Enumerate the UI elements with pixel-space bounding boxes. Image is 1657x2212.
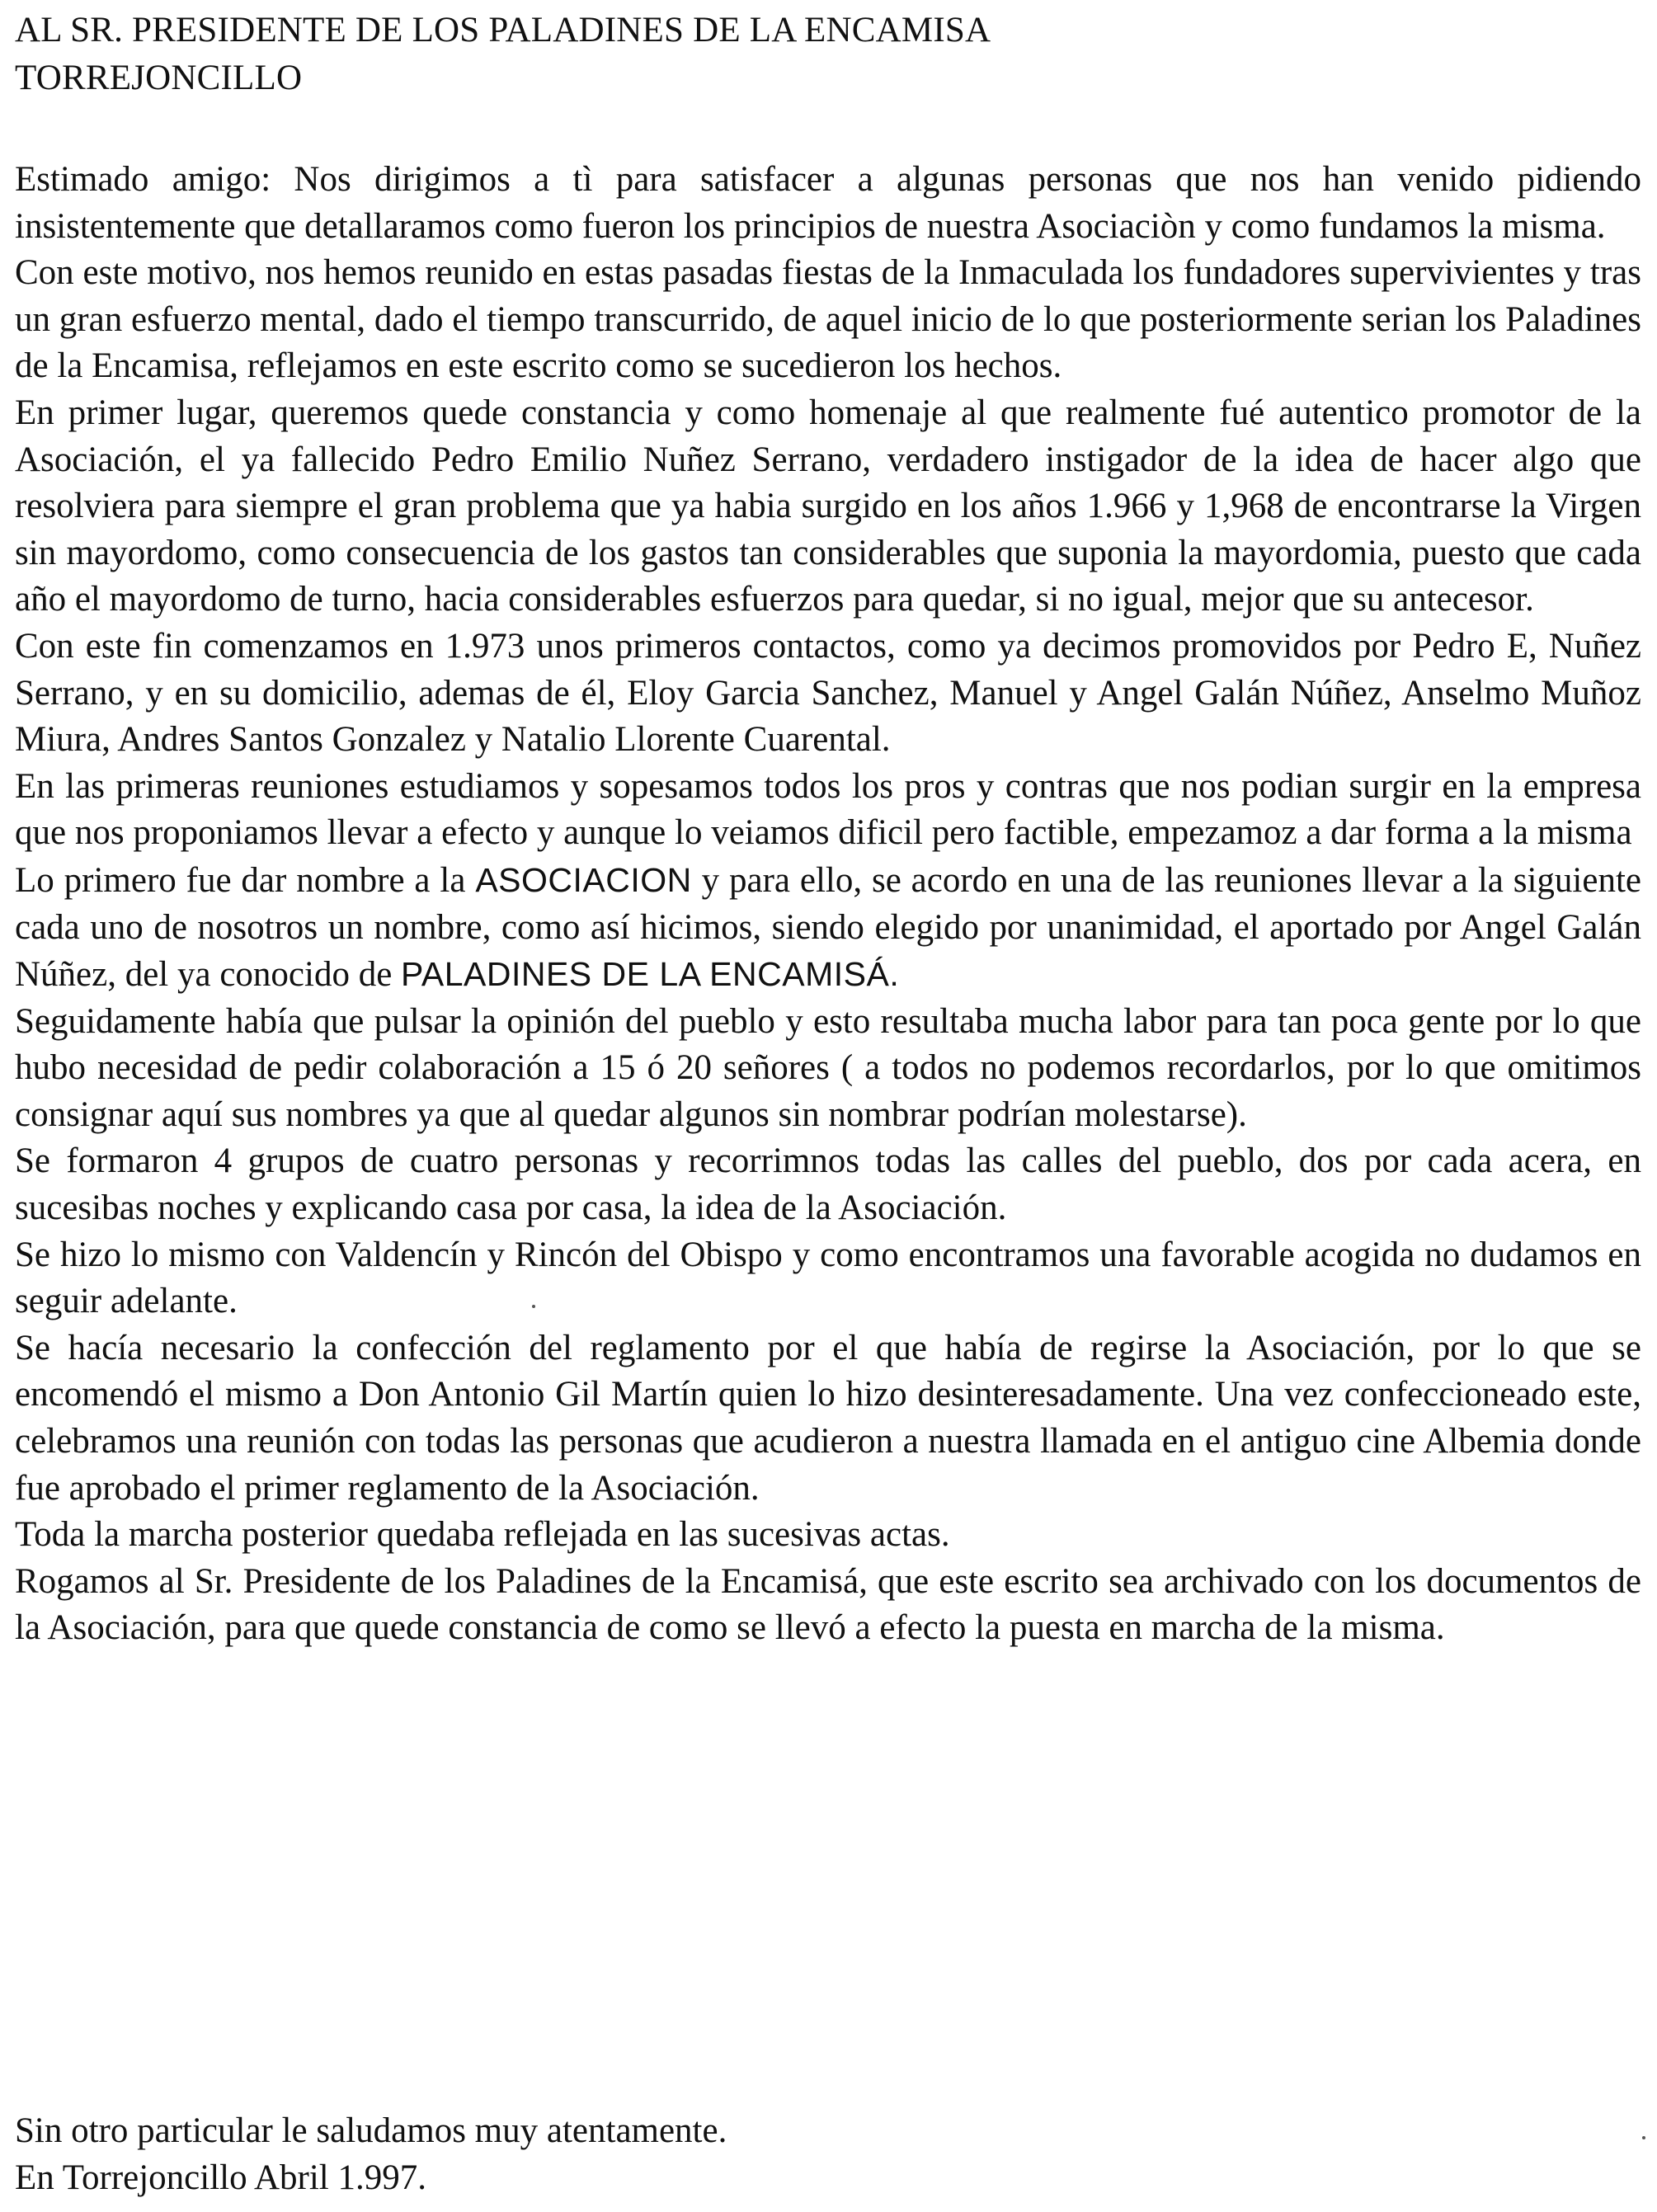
paragraph-naming: [15, 857, 1641, 999]
paragraph-first-meetings: En las primeras reuniones estudiamos y sopesamos todos los pros y contras que nos podian surgir en la empresa que nos proponiamos llevar a efecto y aunque lo veiamos dificil pero factible, empezamoz a dar forma a la misma: [15, 766, 1641, 853]
paragraph-groups: Se formaron 4 grupos de cuatro personas y recorrimnos todas las calles del pueblo, dos por cada acera, en sucesibas noches y explicando casa por casa, la idea de la Asociación.: [15, 1141, 1641, 1228]
naming-text-c: y para ello, se acordo en una de las reuniones llevar a la siguiente cada uno de nosotros un nombre, como así hicimos, siendo elegido por unanimidad, el aportado por Angel Galán Núñez, del ya conocido de: [15, 860, 1641, 995]
recipient-heading: [15, 7, 991, 102]
scan-speck: [532, 1305, 535, 1308]
closing-salutation: Sin otro particular le saludamos muy atentamente.: [15, 2111, 727, 2150]
paragraph-villages: Se hizo lo mismo con Valdencín y Rincón del Obispo y como encontramos una favorable acogida no dudamos en seguir adelante.: [15, 1235, 1641, 1321]
letter-closing: [15, 2108, 727, 2201]
paragraph-tribute: En primer lugar, queremos quede constancia y como homenaje al que realmente fué autentico promotor de la Asociación, el ya fallecido Pedro Emilio Nuñez Serrano, verdadero instigador de la idea de hacer algo que resolviera para siempre el gran problema que ya habia surgido en los años 1.966 y 1,968 de encontrarse la Virgen sin mayordomo, como consecuencia de los gastos tan considerables que suponia la mayordomia, puesto que cada año el mayordomo de turno, hacia considerables esfuerzos para quedar, si no igual, mejor que su antecesor.: [15, 393, 1641, 619]
paragraph-motive: Con este motivo, nos hemos reunido en estas pasadas fiestas de la Inmaculada los fundadores supervivientes y tras un gran esfuerzo mental, dado el tiempo transcurrido, de aquel inicio de lo que posteriormente serian los Paladines de la Encamisa, reflejamos en este escrito como se sucedieron los hechos.: [15, 253, 1641, 386]
association-word: ASOCIACION: [475, 860, 692, 899]
recipient-line-2: TORREJONCILLO: [15, 59, 303, 97]
naming-text-a: Lo primero fue dar nombre a la: [15, 860, 476, 900]
letter-body: [15, 157, 1641, 1652]
recipient-line-1: AL SR. PRESIDENTE DE LOS PALADINES DE LA ENCAMISA: [15, 11, 991, 49]
paragraph-minutes: Toda la marcha posterior quedaba reflejada en las sucesivas actas.: [15, 1515, 950, 1555]
paragraph-request: Rogamos al Sr. Presidente de los Paladines de la Encamisá, que este escrito sea archivado con los documentos de la Asociación, para que quede constancia de como se llevó a efecto la puesta en marcha de la misma.: [15, 1561, 1641, 1648]
paragraph-regulations: Se hacía necesario la confección del reglamento por el que había de regirse la Asociación, por lo que se encomendó el mismo a Don Antonio Gil Martín quien lo hizo desinteresadamente. Una vez confeccioneado este, celebramos una reunión con todas las personas que acudieron a nuestra llamada en el antiguo cine Albemia donde fue aprobado el primer reglamento de la Asociación.: [15, 1328, 1641, 1508]
association-name: PALADINES DE LA ENCAMISÁ.: [401, 955, 900, 994]
paragraph-first-contacts: Con este fin comenzamos en 1.973 unos primeros contactos, como ya decimos promovidos por Pedro E, Nuñez Serrano, y en su domicilio, ademas de él, Eloy Garcia Sanchez, Manuel y Angel Galán Núñez, Anselmo Muñoz Miura, Andres Santos Gonzalez y Natalio Llorente Cuarental.: [15, 626, 1641, 760]
paragraph-public-opinion: Seguidamente había que pulsar la opinión del pueblo y esto resultaba mucha labor para tan poca gente por lo que hubo necesidad de pedir colaboración a 15 ó 20 señores ( a todos no podemos recordarlos, por lo que omitimos consignar aquí sus nombres ya que al quedar algunos sin nombrar podrían molestarse).: [15, 1001, 1641, 1134]
paragraph-greeting: Estimado amigo: Nos dirigimos a tì para satisfacer a algunas personas que nos han venido pidiendo insistentemente que detallaramos como fueron los principios de nuestra Asociaciòn y como fundamos la misma.: [15, 160, 1641, 246]
closing-place-date: En Torrejoncillo Abril 1.997.: [15, 2158, 426, 2197]
scan-speck: [1642, 2136, 1645, 2139]
